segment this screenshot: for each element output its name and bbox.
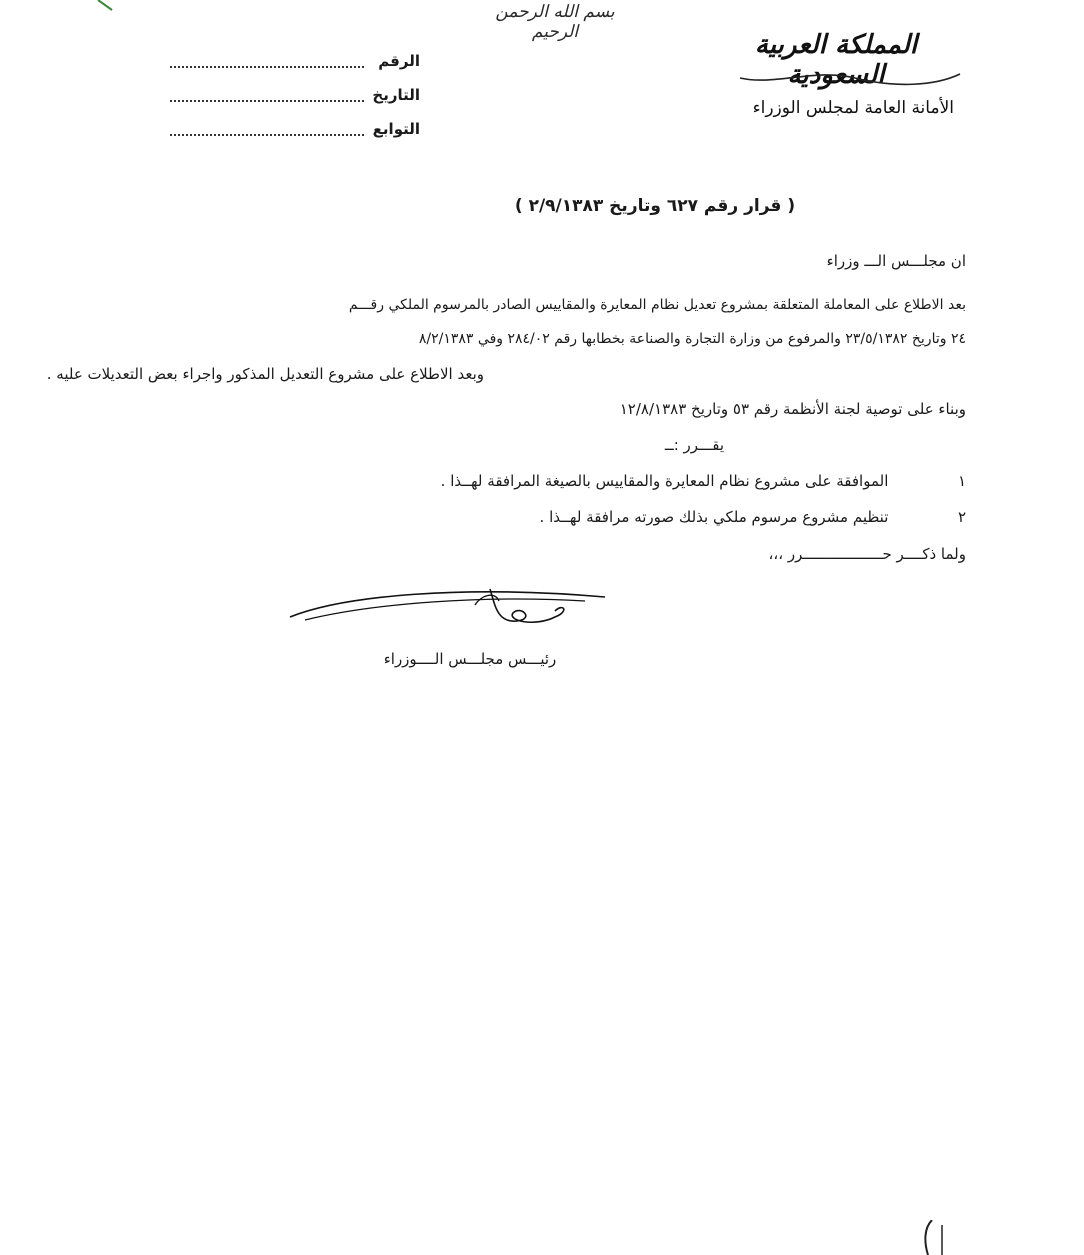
closing-line: ولما ذكــــر حــــــــــــــــــرر ،،، bbox=[768, 545, 966, 563]
recommendation-line: وبناء على توصية لجنة الأنظمة رقم ٥٣ وتاريخ ١٢/٨/١٣٨٣ bbox=[619, 400, 966, 418]
decision-item bbox=[441, 472, 966, 490]
decides-line: يقـــرر :ــ bbox=[664, 436, 724, 454]
title-flourish bbox=[735, 64, 965, 88]
item-text: تنظيم مشروع مرسوم ملكي بذلك صورته مرافقة لهــذا . bbox=[539, 508, 889, 526]
opening-line: ان مجلـــس الـــ وزراء bbox=[826, 252, 966, 270]
field-label: التاريخ bbox=[372, 86, 420, 104]
signature-image bbox=[285, 575, 615, 645]
dotted-line bbox=[170, 100, 364, 102]
item-number: ٢ bbox=[957, 508, 966, 526]
paragraph-line: بعد الاطلاع على المعاملة المتعلقة بمشروع تعديل نظام المعايرة والمقاييس الصادر بالمرسوم الملكي رقـــم bbox=[348, 297, 966, 313]
item-text: الموافقة على مشروع نظام المعايرة والمقاييس بالصيغة المرافقة لهــذا . bbox=[440, 472, 889, 490]
corner-mark bbox=[0, 0, 120, 12]
decision-item bbox=[540, 508, 966, 526]
kingdom-title: المملكة العربية السعودية bbox=[754, 30, 918, 90]
item-number: ١ bbox=[957, 472, 966, 490]
basmala: بسم الله الرحمن الرحيم bbox=[495, 2, 615, 42]
attachments-field bbox=[170, 120, 420, 144]
dotted-line bbox=[170, 134, 364, 136]
paragraph-line: ٢٤ وتاريخ ٢٣/٥/١٣٨٢ والمرفوع من وزارة التجارة والصناعة بخطابها رقم ٢٨٤/٠٢ وفي ٨/٢/١٣٨٣ bbox=[418, 331, 966, 347]
number-field bbox=[170, 52, 420, 76]
binding-mark bbox=[920, 1220, 950, 1255]
signer-title: رئيـــس مجلـــس الــــوزراء bbox=[383, 650, 557, 668]
decision-heading: ( قرار رقم ٦٢٧ وتاريخ ٢/٩/١٣٨٣ ) bbox=[514, 196, 796, 216]
dotted-line bbox=[170, 66, 364, 68]
field-label: التوابع bbox=[372, 120, 420, 138]
field-label: الرقم bbox=[378, 52, 420, 70]
paragraph-line: وبعد الاطلاع على مشروع التعديل المذكور واجراء بعض التعديلات عليه . bbox=[46, 365, 484, 383]
date-field bbox=[170, 86, 420, 110]
secretariat-title: الأمانة العامة لمجلس الوزراء bbox=[752, 98, 954, 118]
